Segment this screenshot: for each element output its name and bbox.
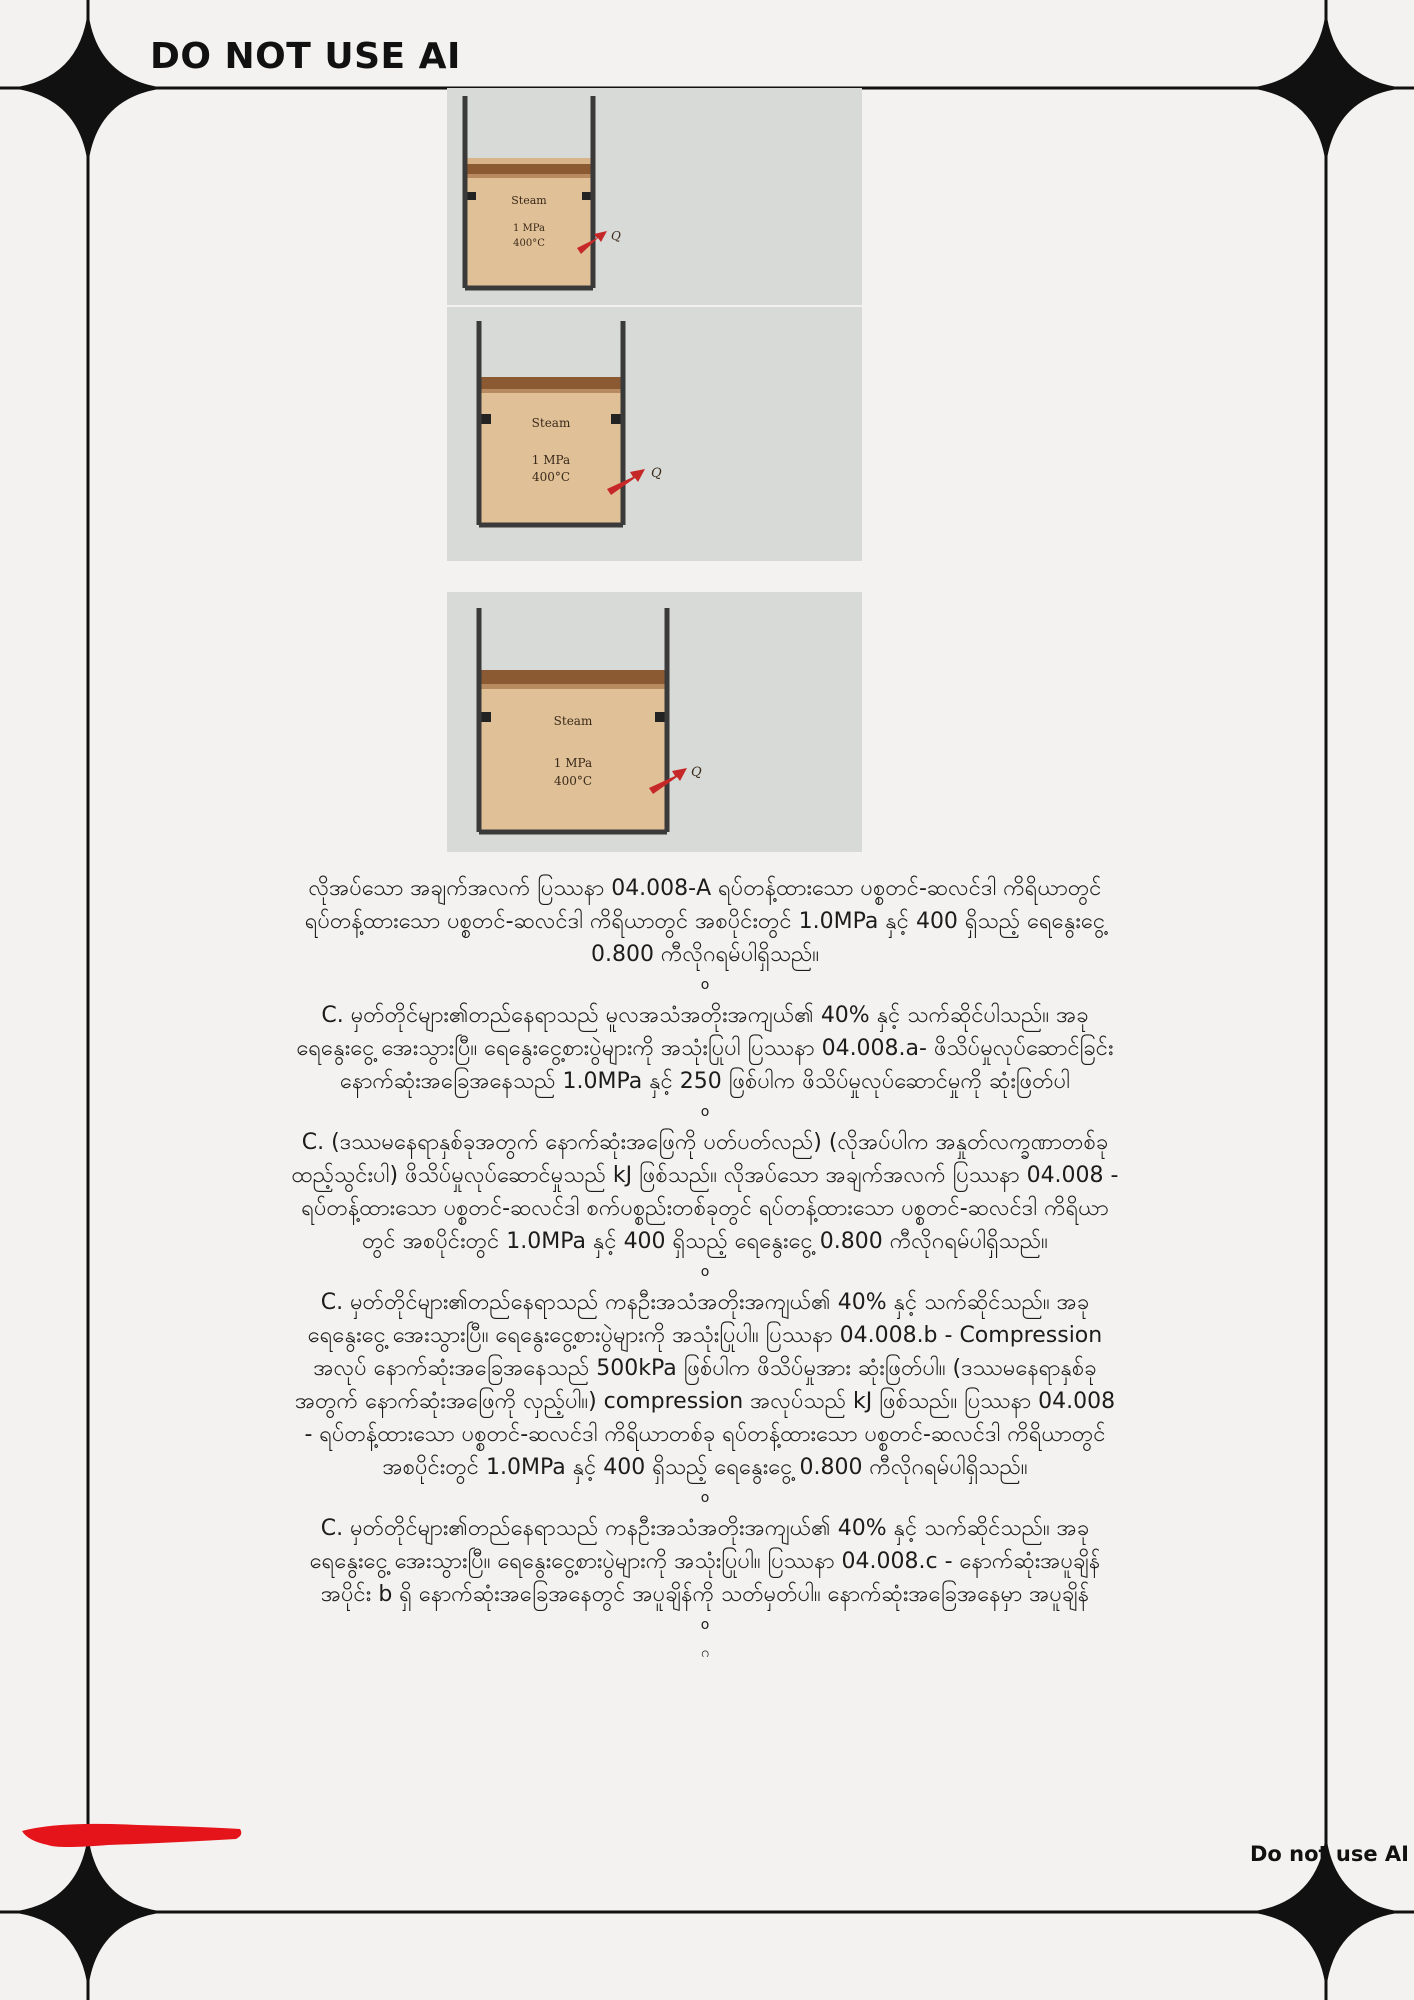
separator-mark: o (700, 1104, 710, 1120)
heat-label: Q (691, 765, 702, 780)
separator-mark: o (700, 1617, 710, 1633)
heat-label: Q (611, 229, 621, 243)
steam-label: Steam (531, 416, 571, 430)
steam-label: Steam (511, 194, 547, 207)
paragraph-2: C. မှတ်တိုင်များ၏တည်နေရာသည် မူလအသံအတိုးအကျယ်၏ 40% နှင့် သက်ဆိုင်ပါသည်။ အခု ရေနွေးငွေ့ အေးသွားပြီ။ ရေနွေးငွေ့စားပွဲများကို အသုံးပြုပါ ပြဿနာ 04.008.a- ဖိသိပ်မှုလုပ်ဆောင်ခြင်း နောက်ဆုံးအခြေအနေသည် 1.0MPa နှင့် 250 ဖြစ်ပါက ဖိသိပ်မှုလုပ်ဆောင်မှုကို ဆုံးဖြတ်ပါ (296, 1003, 1114, 1094)
paragraph-4: C. မှတ်တိုင်များ၏တည်နေရာသည် ကနဦးအသံအတိုးအကျယ်၏ 40% နှင့် သက်ဆိုင်သည်။ အခု ရေနွေးငွေ့ အေးသွားပြီ။ ရေနွေးငွေ့စားပွဲများကို အသုံးပြုပါ။ ပြဿနာ 04.008.b - Compression အလုပ် နောက်ဆုံးအခြေအနေသည် 500kPa ဖြစ်ပါက ဖိသိပ်မှုအား ဆုံးဖြတ်ပါ။ (ဒဿမနေရာနှစ်ခုအတွက် နောက်ဆုံးအဖြေကို လှည့်ပါ။) compression အလုပ်သည် kJ ဖြစ်သည်။ ပြဿနာ 04.008 - ရပ်တန့်ထားသော ပစ္စတင်-ဆလင်ဒါ ကိရိယာတစ်ခု ရပ်တန့်ထားသော ပစ္စတင်-ဆလင်ဒါ ကိရိယာတွင် အစပိုင်းတွင် 1.0MPa နှင့် 400 ရှိသည့် ရေနွေးငွေ့ 0.800 ကီလိုဂရမ်ပါရှိသည်။ (294, 1290, 1116, 1480)
page-header-title: DO NOT USE AI (150, 36, 461, 77)
steam-label: Steam (553, 714, 593, 728)
red-brush-stroke (18, 1815, 248, 1855)
footer-warning: Do not use AI (1250, 1842, 1409, 1866)
temperature-label: 400°C (553, 774, 593, 788)
paragraph-1: လိုအပ်သော အချက်အလက် ပြဿနာ 04.008-A ရပ်တန့်ထားသော ပစ္စတင်-ဆလင်ဒါ ကိရိယာတွင် ရပ်တန့်ထားသော ပစ္စတင်-ဆလင်ဒါ ကိရိယာတွင် အစပိုင်းတွင် 1.0MPa နှင့် 400 ရှိသည့် ရေနွေးငွေ့ 0.800 ကီလိုဂရမ်ပါရှိသည်။ (304, 876, 1106, 967)
temperature-label: 400°C (531, 470, 571, 484)
separator-mark: o (700, 1490, 710, 1506)
piston-cylinder-figure-3 (447, 592, 862, 852)
separator-mark: o (700, 977, 710, 993)
piston-cylinder-figure-2 (447, 307, 862, 561)
problem-text (290, 872, 1120, 1667)
temperature-label: 400°C (513, 238, 545, 249)
paragraph-3: C. (ဒဿမနေရာနှစ်ခုအတွက် နောက်ဆုံးအဖြေကို ပတ်ပတ်လည်) (လိုအပ်ပါက အနှုတ်လက္ခဏာတစ်ခု ထည့်သွင်းပါ) ဖိသိပ်မှုလုပ်ဆောင်မှုသည် kJ ဖြစ်သည်။ လိုအပ်သော အချက်အလက် ပြဿနာ 04.008 - ရပ်တန့်ထားသော ပစ္စတင်-ဆလင်ဒါ စက်ပစ္စည်းတစ်ခုတွင် ရပ်တန့်ထားသော ပစ္စတင်-ဆလင်ဒါ ကိရိယာတွင် အစပိုင်းတွင် 1.0MPa နှင့် 400 ရှိသည့် ရေနွေးငွေ့ 0.800 ကီလိုဂရမ်ပါရှိသည်။ (291, 1130, 1119, 1254)
separator-mark: o (700, 1264, 710, 1280)
pressure-label: 1 MPa (553, 756, 593, 770)
separator-mark: ဂ (701, 1645, 709, 1661)
piston-cylinder-figure-1 (447, 88, 862, 305)
pressure-label: 1 MPa (531, 453, 571, 467)
pressure-label: 1 MPa (512, 223, 546, 234)
heat-label: Q (651, 466, 662, 481)
paragraph-5: C. မှတ်တိုင်များ၏တည်နေရာသည် ကနဦးအသံအတိုးအကျယ်၏ 40% နှင့် သက်ဆိုင်သည်။ အခု ရေနွေးငွေ့ အေးသွားပြီ။ ရေနွေးငွေ့စားပွဲများကို အသုံးပြုပါ။ ပြဿနာ 04.008.c - နောက်ဆုံးအပူချိန် အပိုင်း b ရှိ နောက်ဆုံးအခြေအနေတွင် အပူချိန်ကို သတ်မှတ်ပါ။ နောက်ဆုံးအခြေအနေမှာ အပူချိန် (309, 1516, 1101, 1607)
